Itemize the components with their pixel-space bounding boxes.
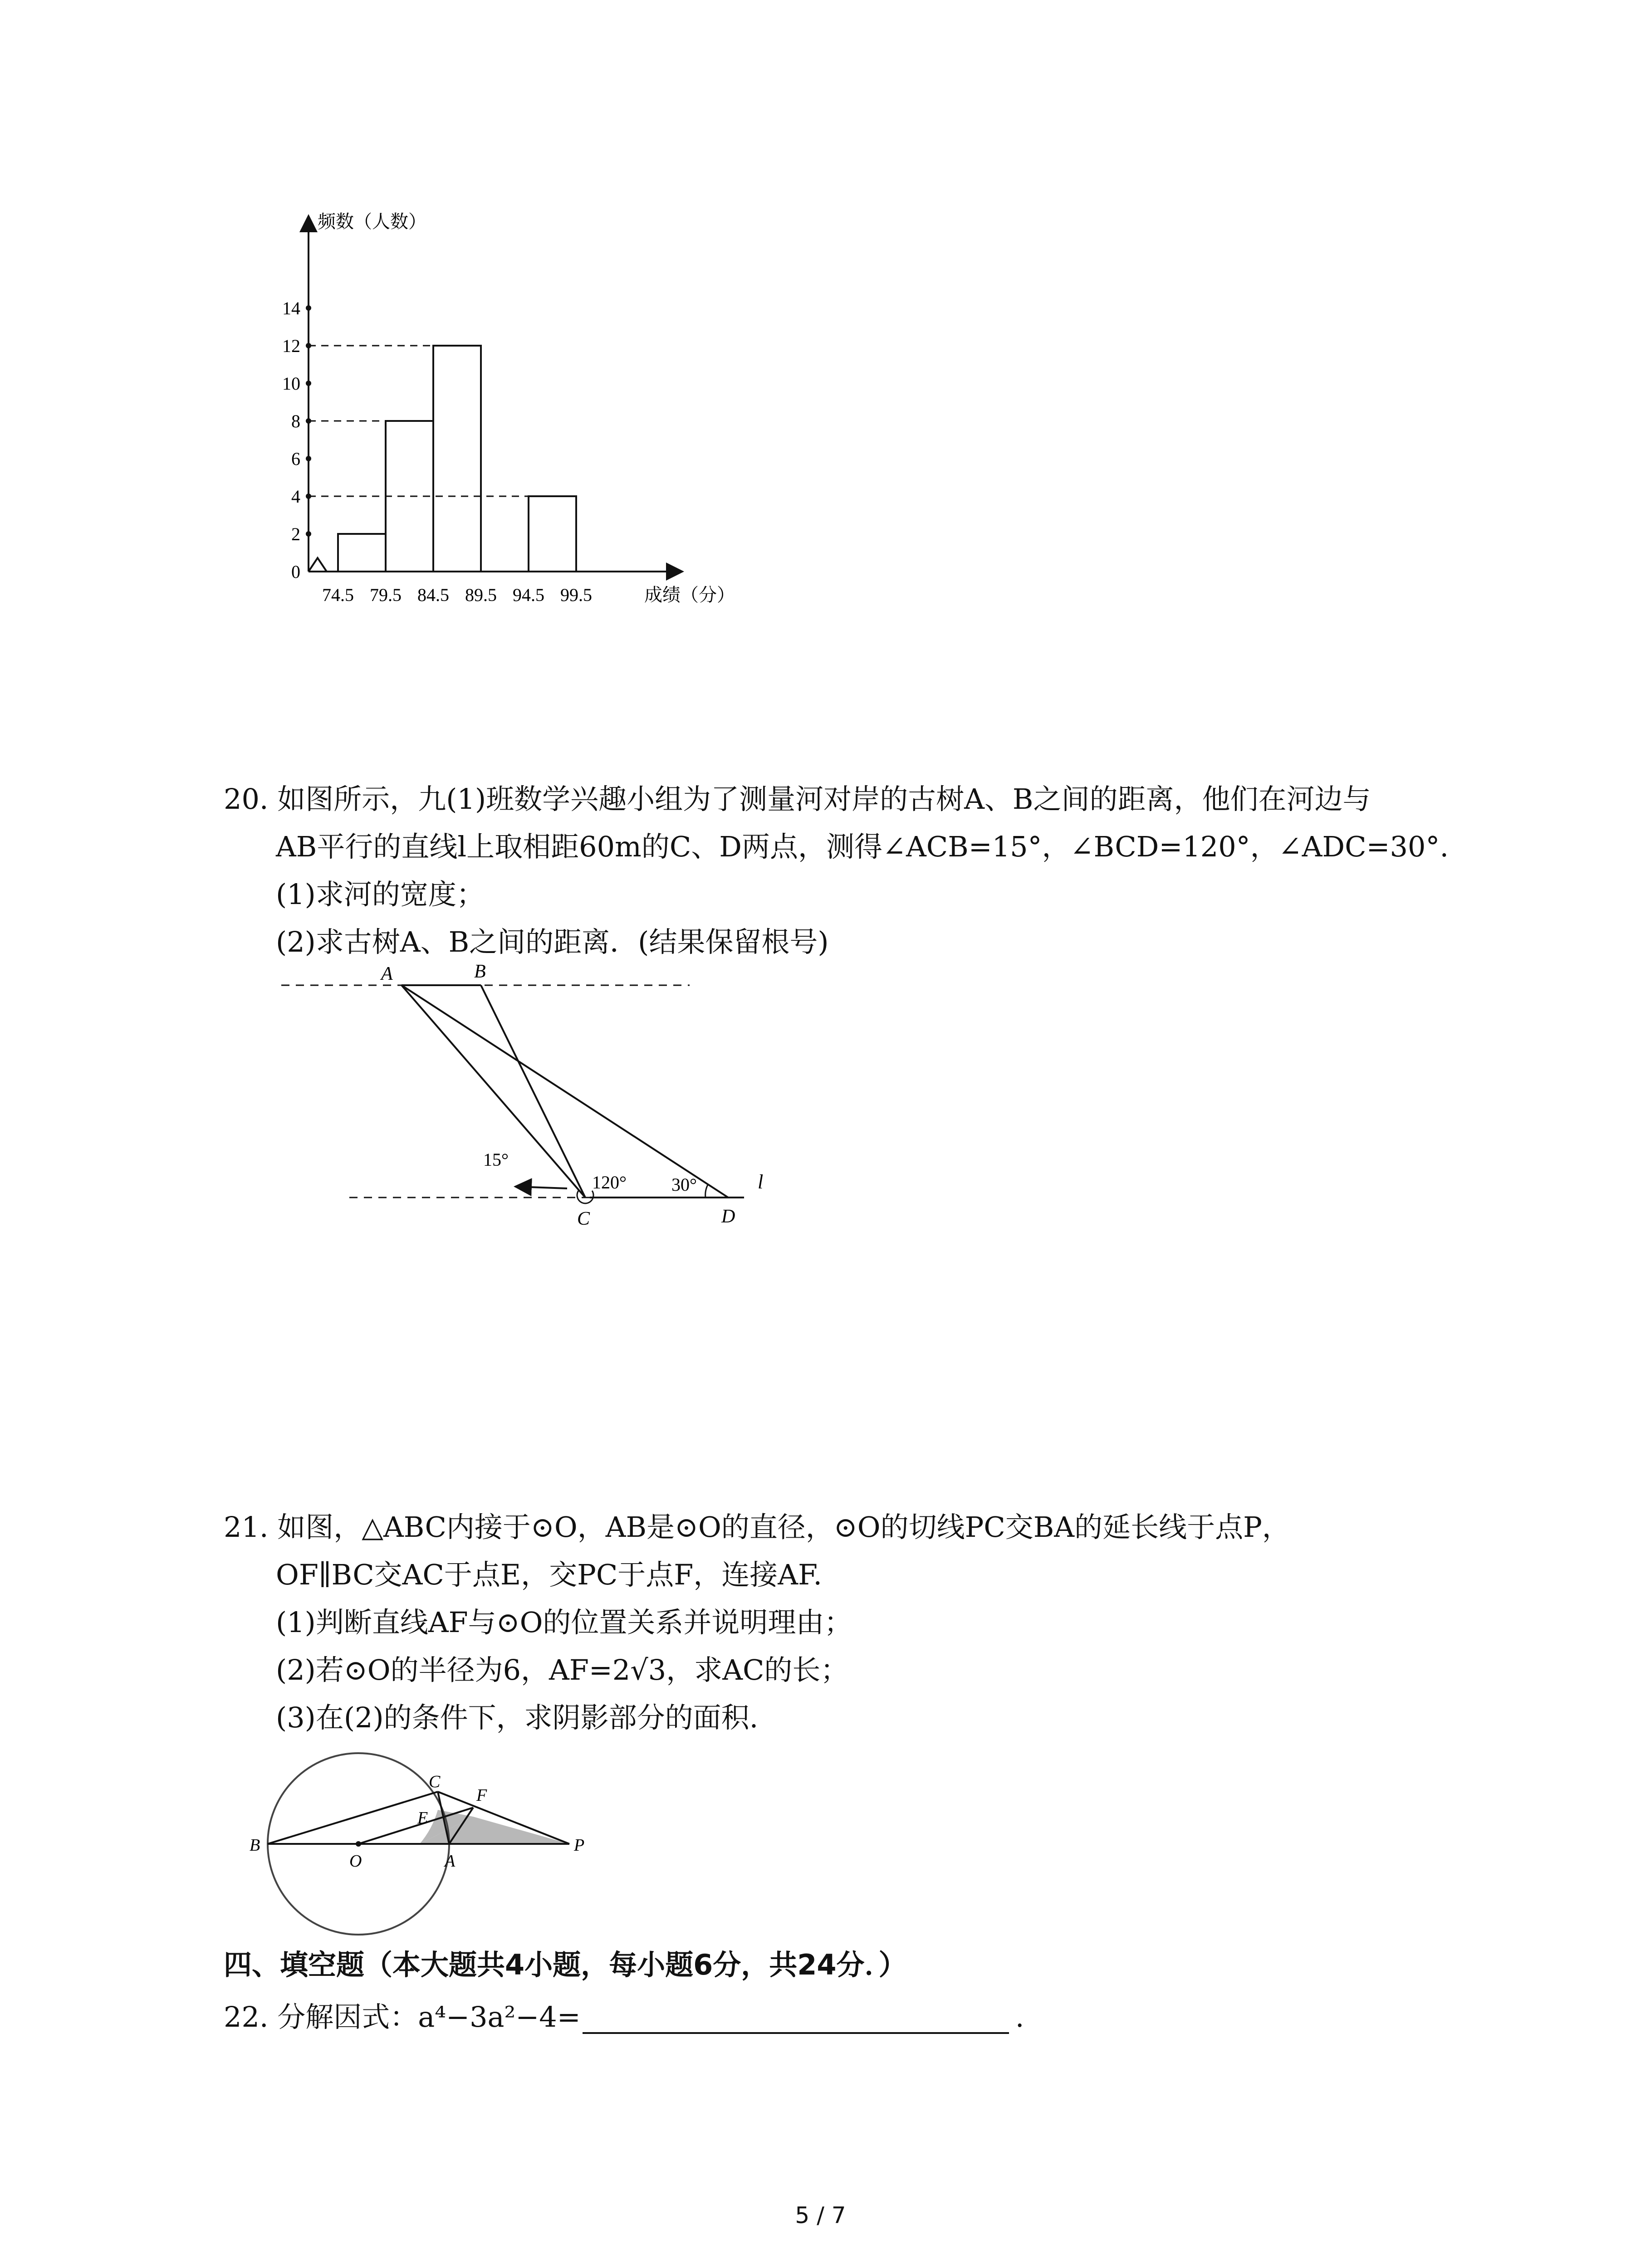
bar-84.5-89.5: [433, 346, 481, 572]
y-tick-mark-8: [306, 418, 311, 424]
label-c: C: [429, 1772, 441, 1791]
y-axis-label: 频数（人数）: [318, 211, 426, 232]
y-tick-mark-2: [306, 531, 311, 537]
segment-bc: [268, 1792, 438, 1844]
angle-arrow: [517, 1187, 567, 1188]
angle-120-label: 120°: [592, 1172, 627, 1193]
label-b: B: [250, 1836, 260, 1855]
y-tick-0: 0: [291, 562, 300, 582]
y-tick-mark-6: [306, 456, 311, 461]
label-o: O: [349, 1852, 362, 1871]
x-tick-labels: [322, 585, 592, 605]
bar-74.5-79.5: [338, 534, 386, 572]
angle-arc-d: [705, 1185, 708, 1198]
bars: [338, 346, 576, 572]
y-tick-8: 8: [291, 411, 300, 431]
histogram: [254, 200, 798, 631]
q20-line2: AB平行的直线l上取相距60m的C、D两点，测得∠ACB=15°，∠BCD=120°，∠ADC=30°.: [276, 830, 1449, 863]
x-tick-74.5: 74.5: [322, 585, 354, 605]
angle-30-label: 30°: [671, 1174, 697, 1195]
q22-prompt: 22. 分解因式：a⁴−3a²−4=: [224, 2000, 581, 2033]
q21-line5: (3)在(2)的条件下，求阴影部分的面积.: [276, 1701, 759, 1734]
y-tick-labels: [282, 298, 311, 582]
y-tick-mark-10: [306, 381, 311, 386]
x-tick-79.5: 79.5: [370, 585, 402, 605]
q20-line4: (2)求古树A、B之间的距离．(结果保留根号): [276, 925, 829, 958]
section-4-heading: 四、填空题（本大题共4小题，每小题6分，共24分．）: [224, 1948, 907, 1981]
axis-break: [309, 558, 336, 572]
y-tick-mark-12: [306, 343, 311, 348]
label-a: A: [381, 963, 393, 984]
x-tick-94.5: 94.5: [513, 585, 544, 605]
x-tick-89.5: 89.5: [465, 585, 497, 605]
bar-94.5-99.5: [529, 496, 576, 572]
label-c: C: [577, 1208, 590, 1229]
q21-line4: (2)若⊙O的半径为6，AF=2√3，求AC的长；: [276, 1653, 849, 1686]
q21-line3: (1)判断直线AF与⊙O的位置关系并说明理由；: [276, 1606, 852, 1639]
angle-15-label: 15°: [483, 1149, 509, 1170]
q20-line3: (1)求河的宽度；: [276, 878, 485, 911]
label-b: B: [474, 961, 486, 982]
y-tick-2: 2: [291, 524, 300, 544]
q21-line1: 21. 如图，△ABC内接于⊙O，AB是⊙O的直径，⊙O的切线PC交BA的延长线于点P，: [224, 1510, 1290, 1544]
label-p: P: [574, 1836, 585, 1855]
label-f: F: [476, 1786, 487, 1805]
y-tick-mark-4: [306, 494, 311, 499]
label-d: D: [721, 1206, 735, 1227]
x-tick-99.5: 99.5: [560, 585, 592, 605]
label-a: A: [445, 1852, 456, 1871]
y-tick-6: 6: [291, 449, 300, 469]
y-tick-10: 10: [282, 373, 300, 394]
y-tick-mark-14: [306, 305, 311, 311]
circle-diagram: [250, 1733, 626, 1941]
label-l: l: [758, 1171, 764, 1193]
label-e: E: [417, 1809, 428, 1828]
q22-answer-blank[interactable]: [583, 2003, 1009, 2034]
x-axis-label: 成绩（分）: [644, 585, 735, 605]
q20-line1: 20. 如图所示，九(1)班数学兴趣小组为了测量河对岸的古树A、B之间的距离，他们在河边与: [224, 782, 1371, 816]
center-dot: [356, 1841, 361, 1847]
y-tick-4: 4: [291, 486, 300, 507]
q22-line: [224, 2000, 1024, 2034]
x-tick-84.5: 84.5: [417, 585, 449, 605]
page-number: 5 / 7: [795, 2202, 846, 2229]
y-tick-12: 12: [282, 336, 300, 356]
q21-line2: OF∥BC交AC于点E，交PC于点F，连接AF.: [276, 1558, 823, 1591]
y-tick-14: 14: [282, 298, 300, 318]
segment-ad: [402, 985, 728, 1198]
river-diagram: [272, 962, 817, 1243]
q22-suffix: .: [1015, 2000, 1024, 2033]
